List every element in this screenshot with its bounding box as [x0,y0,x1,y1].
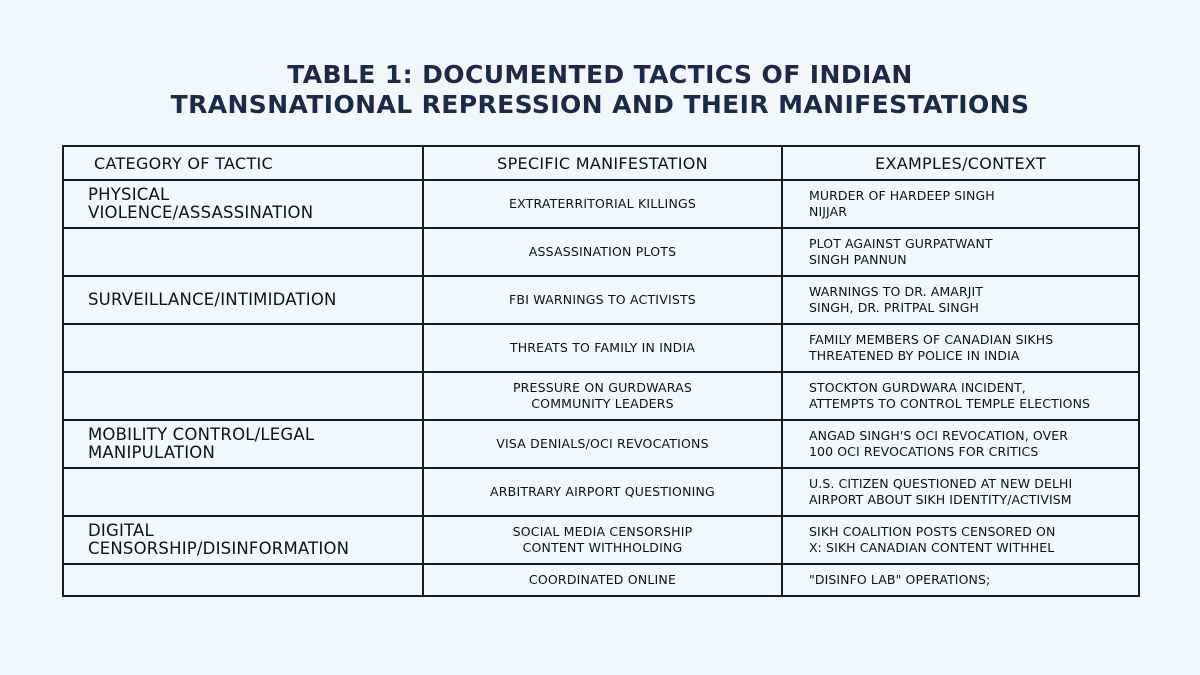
table-row [63,564,1139,596]
category-cell [63,372,423,420]
table-title-line-2: TRANSNATIONAL REPRESSION AND THEIR MANIFESTATIONS [170,90,1030,119]
table-title [0,60,1200,120]
category-cell [63,564,423,596]
table-title-line-1: TABLE 1: DOCUMENTED TACTICS OF INDIAN [287,60,913,89]
header-category: CATEGORY OF TACTIC [63,146,423,180]
manifestation-cell: VISA DENIALS/OCI REVOCATIONS [423,420,782,468]
category-cell [63,468,423,516]
table-row [63,372,1139,420]
category-cell: SURVEILLANCE/INTIMIDATION [63,276,423,324]
table-row [63,516,1139,564]
header-examples: EXAMPLES/CONTEXT [782,146,1139,180]
manifestation-cell: SOCIAL MEDIA CENSORSHIP CONTENT WITHHOLDING [423,516,782,564]
example-cell: FAMILY MEMBERS OF CANADIAN SIKHS THREATENED BY POLICE IN INDIA [782,324,1139,372]
table-header-row [63,146,1139,180]
table-row [63,420,1139,468]
example-cell: WARNINGS TO DR. AMARJIT SINGH, DR. PRITPAL SINGH [782,276,1139,324]
example-cell: STOCKTON GURDWARA INCIDENT, ATTEMPTS TO CONTROL TEMPLE ELECTIONS [782,372,1139,420]
example-cell: "DISINFO LAB" OPERATIONS; [782,564,1139,596]
table-row [63,468,1139,516]
example-cell: SIKH COALITION POSTS CENSORED ON X: SIKH CANADIAN CONTENT WITHHEL [782,516,1139,564]
example-cell: PLOT AGAINST GURPATWANT SINGH PANNUN [782,228,1139,276]
manifestation-cell: COORDINATED ONLINE [423,564,782,596]
manifestation-cell: ASSASSINATION PLOTS [423,228,782,276]
manifestation-cell: EXTRATERRITORIAL KILLINGS [423,180,782,228]
table-row [63,180,1139,228]
manifestation-cell: PRESSURE ON GURDWARAS COMMUNITY LEADERS [423,372,782,420]
category-cell: PHYSICAL VIOLENCE/ASSASSINATION [63,180,423,228]
tactics-table [62,145,1140,597]
example-cell: MURDER OF HARDEEP SINGH NIJJAR [782,180,1139,228]
category-cell [63,324,423,372]
manifestation-cell: THREATS TO FAMILY IN INDIA [423,324,782,372]
example-cell: U.S. CITIZEN QUESTIONED AT NEW DELHI AIRPORT ABOUT SIKH IDENTITY/ACTIVISM [782,468,1139,516]
table-row [63,324,1139,372]
table-row [63,228,1139,276]
manifestation-cell: ARBITRARY AIRPORT QUESTIONING [423,468,782,516]
header-manifestation: SPECIFIC MANIFESTATION [423,146,782,180]
category-cell [63,228,423,276]
table-row [63,276,1139,324]
category-cell: MOBILITY CONTROL/LEGAL MANIPULATION [63,420,423,468]
example-cell: ANGAD SINGH'S OCI REVOCATION, OVER 100 OCI REVOCATIONS FOR CRITICS [782,420,1139,468]
manifestation-cell: FBI WARNINGS TO ACTIVISTS [423,276,782,324]
category-cell: DIGITAL CENSORSHIP/DISINFORMATION [63,516,423,564]
